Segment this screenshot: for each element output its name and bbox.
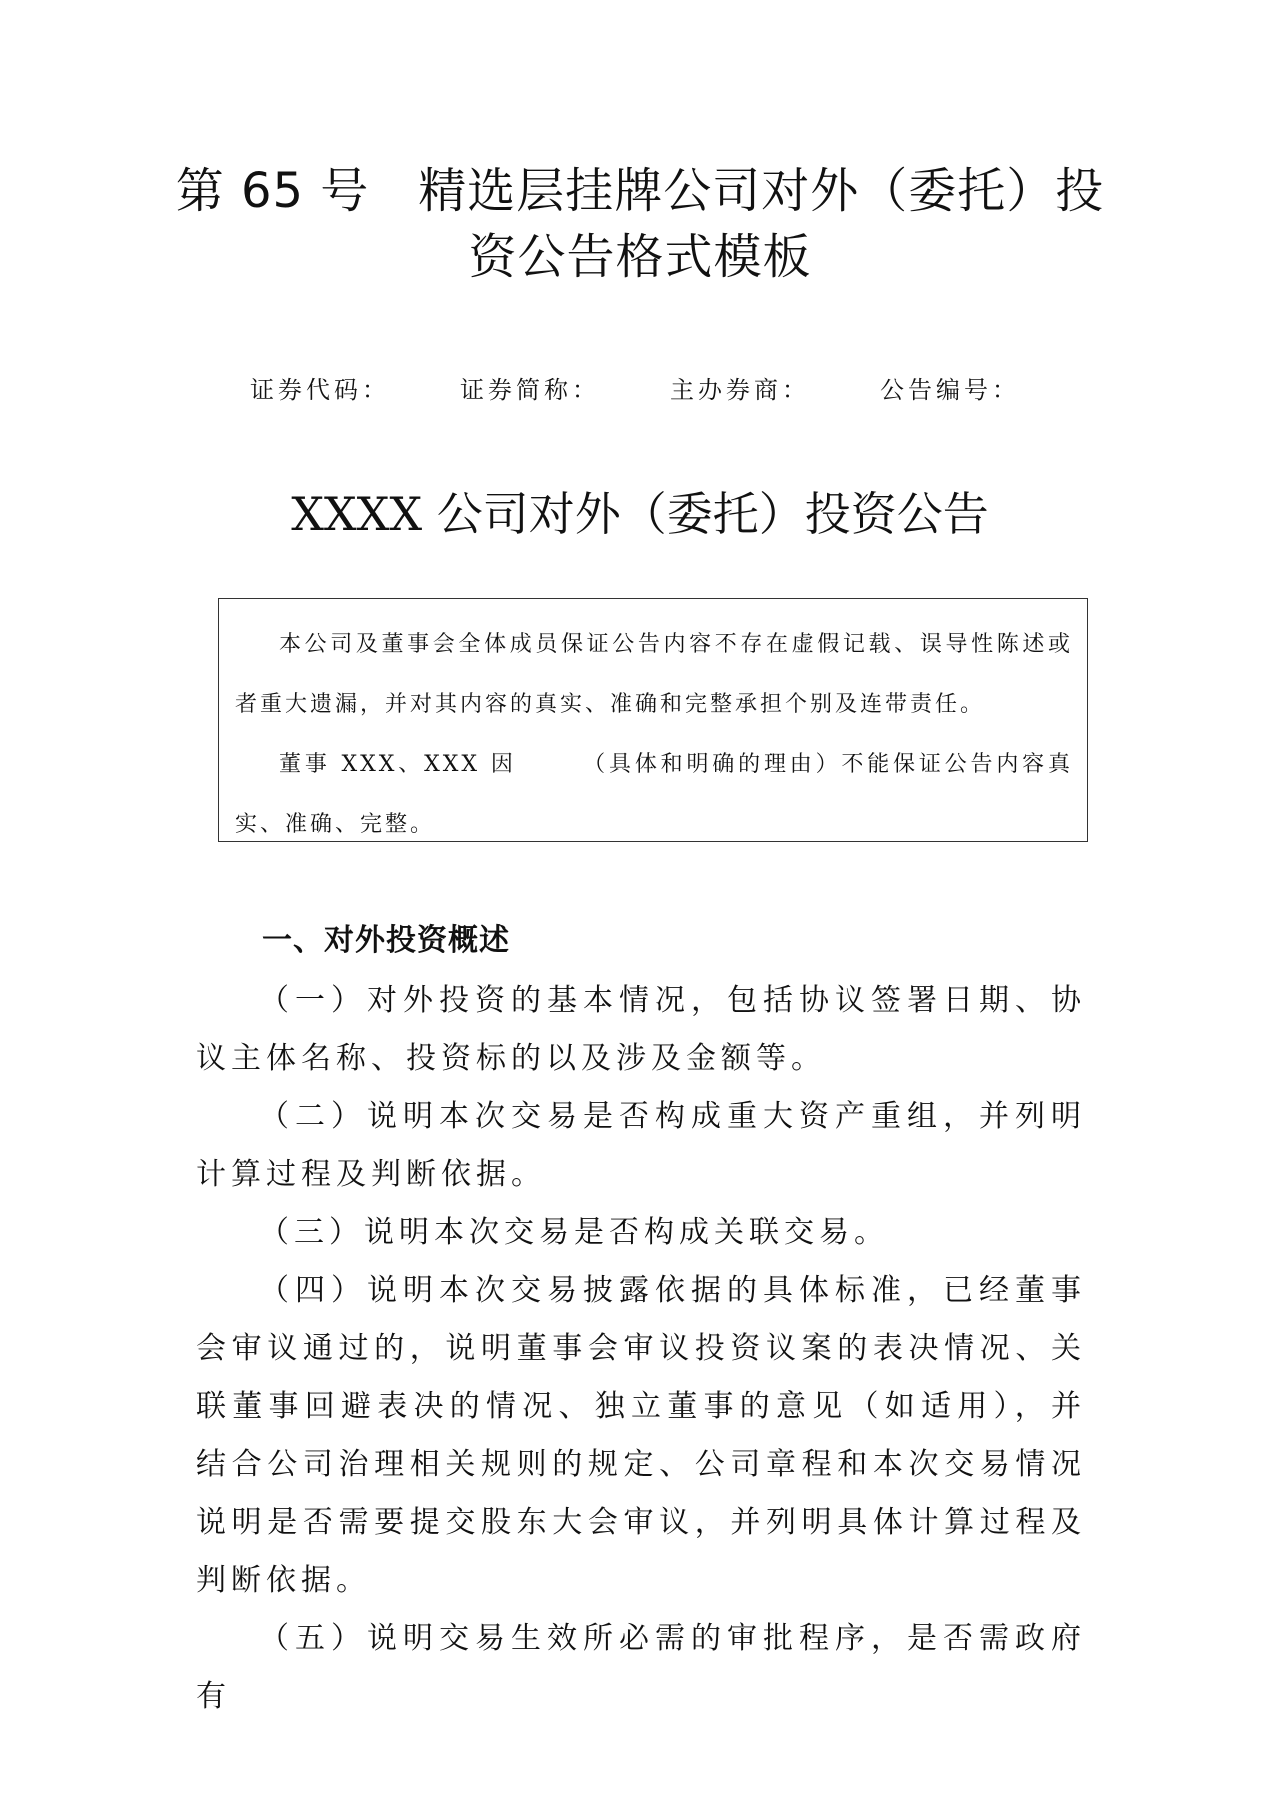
- section-item-4: （四）说明本次交易披露依据的具体标准，已经董事会审议通过的，说明董事会审议投资议案的表决情况、关联董事回避表决的情况、独立董事的意见（如适用），并结合公司治理相关规则的规定、公司章程和本次交易情况说明是否需要提交股东大会审议，并列明具体计算过程及判断依据。: [196, 1273, 1086, 1598]
- announcement-number-label: 公告编号：: [880, 376, 1020, 404]
- section-item-5: （五）说明交易生效所必需的审批程序，是否需政府有: [196, 1621, 1086, 1714]
- document-title-line-2: 资公告格式模板: [468, 229, 812, 285]
- document-title: [150, 158, 1130, 290]
- security-info-line: [250, 370, 1110, 410]
- announcement-title: XXXX 公司对外（委托）投资公告: [291, 487, 989, 541]
- section-item-2: （二）说明本次交易是否构成重大资产重组，并列明计算过程及判断依据。: [196, 1099, 1086, 1192]
- section-heading: 一、对外投资概述: [262, 923, 510, 958]
- security-code-label: 证券代码：: [250, 376, 390, 404]
- board-statement-paragraph-2: 董事 XXX、XXX 因 （具体和明确的理由）不能保证公告内容真实、准确、完整。: [235, 752, 1073, 837]
- document-title-line-1: 第 65 号 精选层挂牌公司对外（委托）投: [175, 163, 1105, 219]
- board-statement-box: [218, 598, 1088, 842]
- board-statement-paragraph-1: 本公司及董事会全体成员保证公告内容不存在虚假记载、误导性陈述或者重大遗漏，并对其内容的真实、准确和完整承担个别及连带责任。: [235, 632, 1073, 717]
- section-item-1: （一）对外投资的基本情况，包括协议签署日期、协议主体名称、投资标的以及涉及金额等。: [196, 983, 1086, 1076]
- security-abbr-label: 证券简称：: [460, 376, 600, 404]
- section-item-3: （三）说明本次交易是否构成关联交易。: [259, 1215, 889, 1250]
- document-body: [196, 912, 1086, 1726]
- sponsor-label: 主办券商：: [670, 376, 810, 404]
